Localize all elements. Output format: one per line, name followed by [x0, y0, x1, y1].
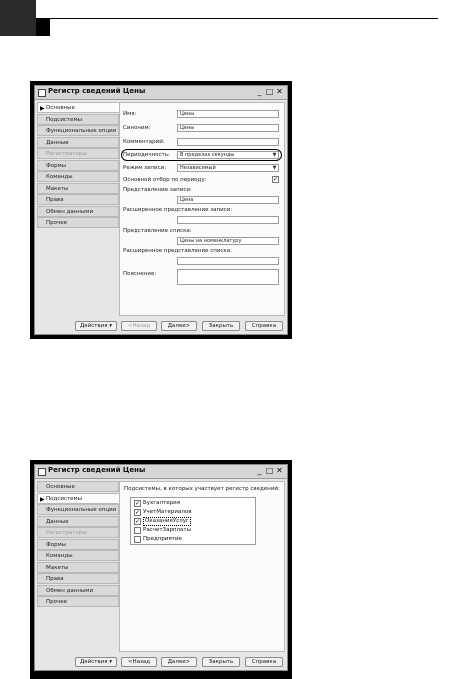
sidebar-item-recorders [37, 527, 119, 538]
sidebar-item-label: Основные [46, 105, 75, 111]
current-tab-arrow-icon: ▶ [40, 495, 45, 503]
subsystem-checkbox[interactable]: ✓ [135, 509, 141, 516]
sidebar-item-subsystems[interactable] [37, 493, 119, 504]
sidebar-item-label: Формы [46, 541, 67, 548]
synonym-field[interactable]: Цены [177, 124, 279, 132]
register-window [34, 85, 288, 335]
sidebar-item-forms[interactable] [37, 160, 119, 171]
actions-label: Действия [79, 323, 108, 329]
periodicity-value: В пределах секунды [180, 152, 235, 158]
next-button[interactable]: Далее> [161, 321, 197, 331]
page-corner-mark [0, 0, 36, 36]
help-button[interactable]: Справка [245, 657, 283, 667]
screenshot-subsystems-tab [30, 460, 292, 679]
subsystem-label: РасчетЗарплаты [143, 527, 191, 533]
write-mode-label: Режим записи: [123, 165, 167, 171]
sidebar-item-commands[interactable] [37, 171, 119, 182]
screenshot-main-tab [30, 81, 292, 339]
write-mode-select[interactable] [177, 164, 279, 172]
actions-menu-button[interactable] [75, 321, 117, 331]
record-presentation-label: Представление записи: [123, 187, 192, 193]
sidebar-item-label: Прочее [46, 599, 68, 605]
app-icon [38, 468, 46, 476]
sidebar-item-subsystems[interactable] [37, 114, 119, 125]
actions-menu-button[interactable] [75, 657, 117, 667]
sidebar [37, 102, 119, 229]
comment-field[interactable] [177, 138, 279, 146]
synonym-label: Синоним: [123, 125, 151, 131]
sidebar-item-label: Обмен данными [46, 587, 94, 594]
sidebar-item-data[interactable] [37, 516, 119, 527]
title-bar [35, 86, 287, 100]
chevron-down-icon: ▾ [109, 659, 113, 665]
ext-list-presentation-label: Расширенное представление списка: [123, 248, 232, 254]
dialog-footer [35, 654, 287, 670]
sidebar-item-label: Формы [46, 162, 67, 169]
sidebar-item-other[interactable] [37, 217, 119, 228]
sidebar-item-templates[interactable] [37, 562, 119, 573]
minimize-icon[interactable]: _ [257, 466, 262, 475]
maximize-icon[interactable]: □ [265, 466, 274, 475]
title-bar [35, 465, 287, 479]
sidebar-item-label: Подсистемы [46, 495, 83, 502]
current-tab-arrow-icon: ▶ [40, 105, 45, 112]
explanation-label: Пояснение: [123, 271, 157, 277]
explanation-field[interactable] [177, 269, 279, 285]
sidebar-item-forms[interactable] [37, 539, 119, 550]
sidebar-item-label: Команды [46, 553, 73, 559]
sidebar-item-label: Макеты [46, 564, 69, 571]
comment-label: Комментарий: [123, 139, 165, 145]
page-header-rule [50, 18, 438, 19]
close-button[interactable]: Закрыть [202, 657, 240, 667]
sidebar-item-templates[interactable] [37, 183, 119, 194]
close-button[interactable]: Закрыть [202, 321, 240, 331]
sidebar-item-label: Данные [46, 139, 69, 146]
close-icon[interactable]: ✕ [276, 87, 283, 96]
sidebar-item-recorders [37, 148, 119, 159]
dialog-footer [35, 318, 287, 334]
sidebar-item-other[interactable] [37, 596, 119, 607]
sidebar-item-commands[interactable] [37, 550, 119, 561]
sidebar-item-label: Функциональные опции [46, 128, 117, 134]
sidebar-item-functional-options[interactable] [37, 504, 119, 515]
help-button[interactable]: Справка [245, 321, 283, 331]
maximize-icon[interactable]: □ [265, 87, 274, 96]
subsystem-label: Предприятие [143, 536, 182, 542]
sidebar-item-label: Основные [46, 484, 75, 490]
name-label: Имя: [123, 111, 137, 117]
ext-list-presentation-field[interactable] [177, 257, 279, 265]
sidebar-item-data-exchange[interactable] [37, 206, 119, 217]
window-title: Регистр сведений Цены [48, 466, 146, 474]
subsystems-list [130, 497, 256, 545]
sidebar-item-rights[interactable] [37, 194, 119, 205]
window-title: Регистр сведений Цены [48, 87, 146, 95]
page-corner-mark-notch [36, 18, 50, 36]
main-tab-panel [119, 102, 285, 316]
sidebar-item-rights[interactable] [37, 573, 119, 584]
write-mode-value: Независимый [180, 165, 216, 171]
actions-label: Действия [79, 659, 108, 665]
subsystem-checkbox[interactable] [134, 527, 141, 534]
sidebar-item-label: Права [46, 576, 64, 582]
periodicity-select[interactable] [177, 151, 279, 159]
sidebar [37, 481, 119, 608]
chevron-down-icon: ▾ [109, 323, 113, 329]
sidebar-item-label: Обмен данными [46, 208, 94, 215]
ext-record-presentation-label: Расширенное представление записи: [123, 207, 233, 213]
back-button[interactable]: <Назад [121, 657, 157, 667]
sidebar-item-data-exchange[interactable] [37, 585, 119, 596]
next-button[interactable]: Далее> [161, 657, 197, 667]
list-presentation-field[interactable]: Цены на номенклатуру [177, 237, 279, 245]
subsystems-heading: Подсистемы, в которых участвует регистр сведений: [124, 486, 280, 492]
subsystems-tab-panel [119, 481, 285, 652]
main-filter-checkbox[interactable]: ✓ [273, 176, 279, 183]
ext-record-presentation-field[interactable] [177, 216, 279, 224]
minimize-icon[interactable]: _ [257, 87, 262, 96]
periodicity-label: Периодичность: [123, 152, 170, 158]
sidebar-item-main[interactable] [37, 481, 119, 492]
chevron-down-icon[interactable]: ▼ [272, 165, 277, 171]
chevron-down-icon[interactable]: ▼ [272, 152, 277, 158]
subsystem-label: Бухгалтерия [143, 500, 181, 506]
sidebar-item-label: Регистраторы [46, 151, 87, 157]
list-presentation-label: Представление списка: [123, 228, 192, 234]
sidebar-item-label: Регистраторы [46, 530, 87, 536]
sidebar-item-label: Макеты [46, 185, 69, 192]
sidebar-item-functional-options[interactable] [37, 125, 119, 136]
sidebar-item-label: Функциональные опции [46, 507, 117, 513]
main-filter-label: Основной отбор по периоду: [123, 177, 207, 183]
app-icon [38, 89, 46, 97]
subsystem-label: УчетМатериалов [143, 509, 192, 515]
sidebar-item-label: Права [46, 197, 64, 203]
record-presentation-field[interactable]: Цена [177, 196, 279, 204]
sidebar-item-main[interactable] [37, 102, 119, 113]
name-field[interactable]: Цены [177, 110, 279, 118]
subsystem-checkbox[interactable]: ✓ [135, 500, 141, 507]
subsystem-checkbox[interactable]: ✓ [135, 518, 141, 525]
sidebar-item-label: Данные [46, 518, 69, 525]
subsystem-label-focused: ОказаниеУслуг [145, 518, 189, 524]
close-icon[interactable]: ✕ [276, 466, 283, 475]
back-button: <Назад [121, 321, 157, 331]
subsystem-checkbox[interactable] [134, 536, 141, 543]
sidebar-item-data[interactable] [37, 137, 119, 148]
sidebar-item-label: Прочее [46, 220, 68, 226]
register-window [34, 464, 288, 671]
sidebar-item-label: Команды [46, 174, 73, 180]
sidebar-item-label: Подсистемы [46, 116, 83, 123]
